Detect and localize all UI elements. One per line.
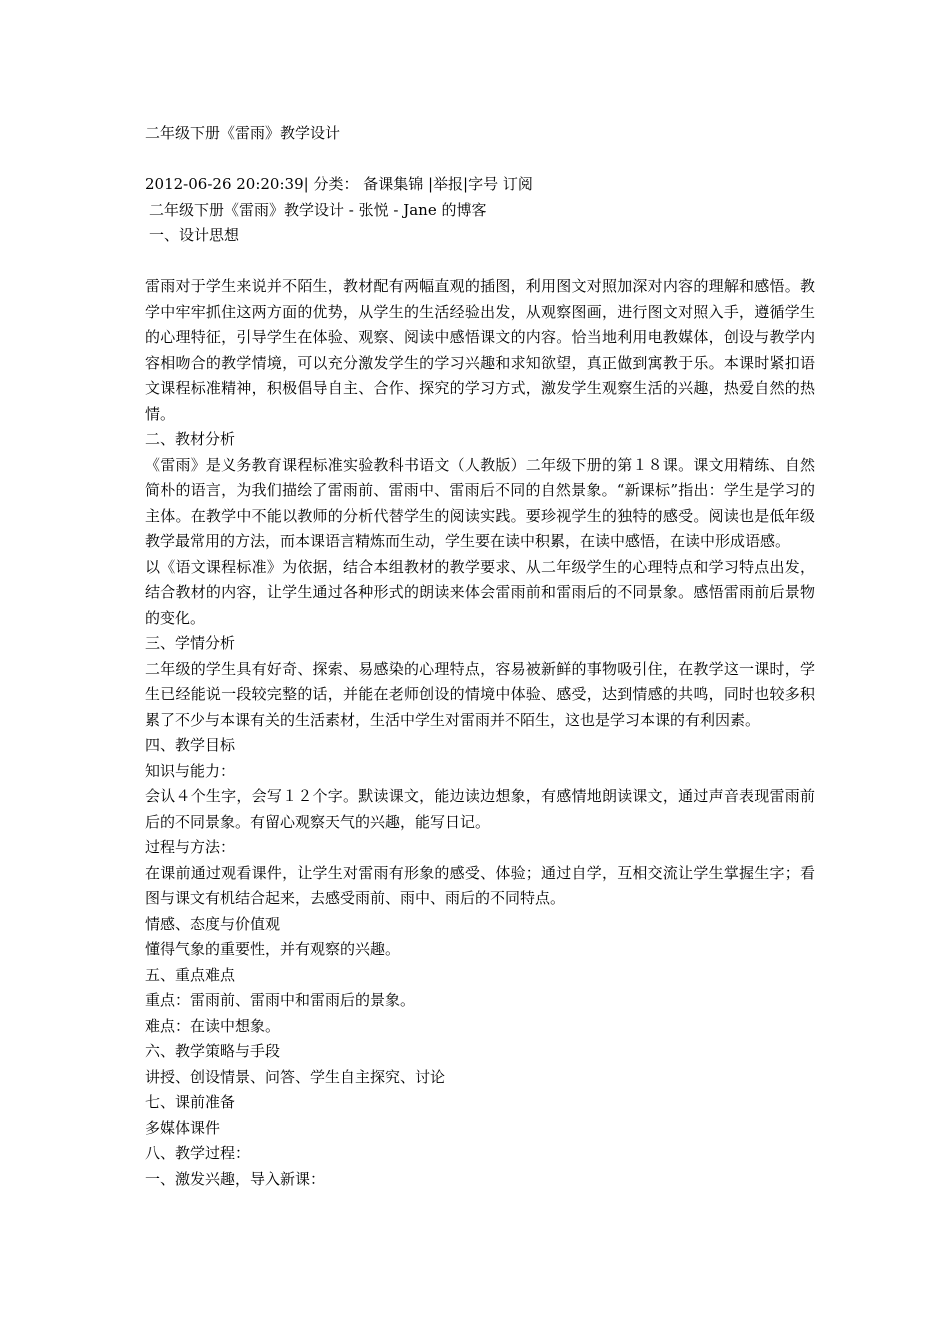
document-title: 二年级下册《雷雨》教学设计 (145, 124, 341, 142)
section-heading-student-analysis: 三、学情分析 (145, 634, 236, 652)
preparation-text: 多媒体课件 (145, 1118, 221, 1137)
spacer (145, 249, 815, 275)
paragraph-material-analysis-2: 以《语文课程标准》为依据，结合本组教材的教学要求、从二年级学生的心理特点和学习特点出发，结合教材的内容，让学生通过各种形式的朗读来体会雷雨前和雷雨后的不同景象。感悟雷雨前后景物的变化。 (145, 557, 815, 627)
paragraph-material-analysis-1: 《雷雨》是义务教育课程标准实验教科书语文（人教版）二年级下册的第１８课。课文用精练、自然简朴的语言，为我们描绘了雷雨前、雷雨中、雷雨后不同的自然景象。“新课标”指出：学生是学习的主体。在教学中不能以教师的分析代替学生的阅读实践。要珍视学生的独特的感受。阅读也是低年级教学最常用的方法，而本课语言精炼而生动，学生要在读中积累，在读中感悟，在读中形成语感。 (145, 455, 815, 550)
document-page (145, 121, 815, 1192)
section-heading-preparation: 七、课前准备 (145, 1093, 236, 1111)
objective-emotion-text: 懂得气象的重要性，并有观察的兴趣。 (145, 940, 401, 958)
post-meta: 2012-06-26 20:20:39| 分类： 备课集锦 |举报|字号 订阅 (145, 175, 533, 193)
strategy-text: 讲授、创设情景、问答、学生自主探究、讨论 (145, 1067, 446, 1086)
spacer (145, 147, 815, 173)
section-heading-key-points: 五、重点难点 (145, 965, 236, 984)
objective-method-label: 过程与方法： (145, 838, 236, 856)
post-subtitle: 二年级下册《雷雨》教学设计 - 张悦 - Jane 的博客 (149, 200, 487, 219)
objective-method-text: 在课前通过观看课件，让学生对雷雨有形象的感受、体验；通过自学，互相交流让学生掌握生字；看图与课文有机结合起来，去感受雨前、雨中、雨后的不同特点。 (145, 863, 815, 907)
section-heading-material-analysis: 二、教材分析 (145, 430, 236, 448)
objective-knowledge-text: 会认４个生字，会写１２个字。默读课文，能边读边想象，有感情地朗读课文，通过声音表现雷雨前后的不同景象。有留心观察天气的兴趣，能写日记。 (145, 787, 815, 831)
paragraph-design-idea: 雷雨对于学生来说并不陌生，教材配有两幅直观的插图，利用图文对照加深对内容的理解和感悟。教学中牢牢抓住这两方面的优势，从学生的生活经验出发，从观察图画，进行图文对照入手，遵循学生的心理特征，引导学生在体验、观察、阅读中感悟课文的内容。恰当地利用电教媒体，创设与教学内容相吻合的教学情境，可以充分激发学生的学习兴趣和求知欲望，真正做到寓教于乐。本课时紧扣语文课程标准精神，积极倡导自主、合作、探究的学习方式，激发学生观察生活的兴趣，热爱自然的热情。 (145, 277, 815, 423)
objective-knowledge-label: 知识与能力： (145, 761, 236, 780)
section-heading-design-idea: 一、设计思想 (149, 226, 240, 244)
section-heading-objectives: 四、教学目标 (145, 736, 236, 754)
paragraph-student-analysis: 二年级的学生具有好奇、探索、易感染的心理特点，容易被新鲜的事物吸引住，在教学这一课时，学生已经能说一段较完整的话，并能在老师创设的情境中体验、感受，达到情感的共鸣，同时也较多积累了不少与本课有关的生活素材，生活中学生对雷雨并不陌生，这也是学习本课的有利因素。 (145, 659, 815, 729)
process-step-1: 一、激发兴趣，导入新课： (145, 1169, 326, 1188)
objective-emotion-label: 情感、态度与价值观 (145, 914, 281, 933)
section-heading-strategy: 六、教学策略与手段 (145, 1042, 281, 1060)
key-point-text: 重点：雷雨前、雷雨中和雷雨后的景象。 (145, 991, 416, 1009)
difficulty-text: 难点：在读中想象。 (145, 1016, 281, 1035)
section-heading-process: 八、教学过程： (145, 1144, 251, 1162)
